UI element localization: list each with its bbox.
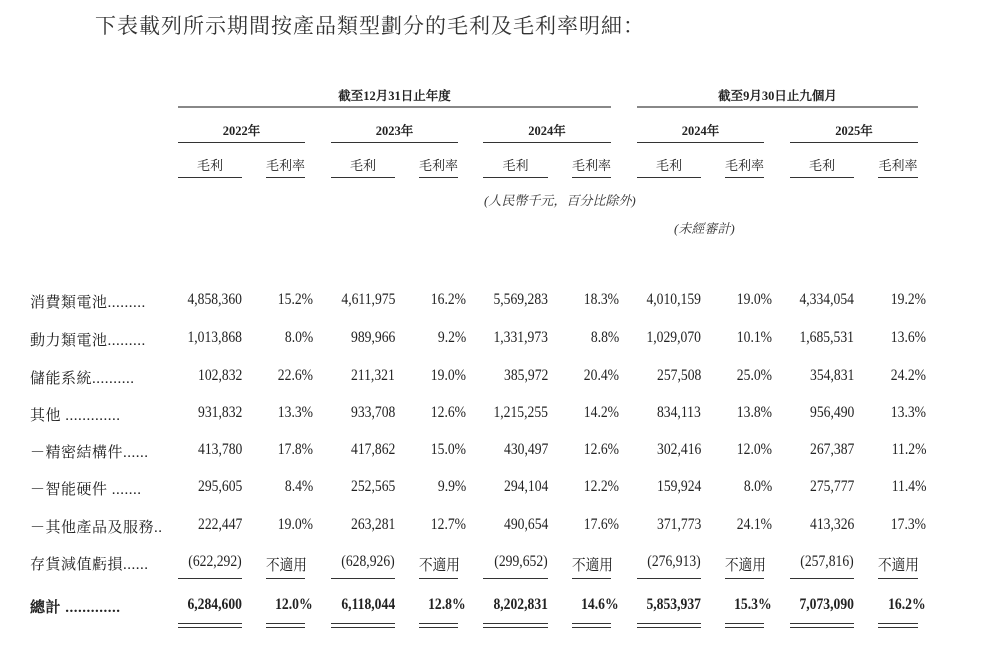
gross-margin-cell: 13.3% [890,404,926,421]
gross-margin-cell: 17.8% [277,441,313,458]
total-gross-profit: 6,284,600 [187,596,242,613]
col-header-gross-profit: 毛利 [196,158,223,173]
gross-profit-cell: (276,913) [647,553,701,570]
gross-profit-cell: 252,565 [350,478,395,495]
gross-margin-cell: 不適用 [572,557,613,574]
total-double-rule [483,623,548,628]
col-header-rule [878,177,918,178]
gross-profit-cell: 102,832 [197,367,242,384]
total-gross-profit: 6,118,044 [341,596,395,613]
gross-profit-cell: 267,387 [809,441,854,458]
period-2022-rule [178,142,305,143]
gross-margin-cell: 24.2% [890,367,926,384]
row-label: －精密結構件...... [30,445,149,461]
total-gross-margin: 12.0% [275,596,313,613]
gross-profit-cell: 302,416 [656,441,701,458]
gross-margin-cell: 17.6% [583,516,619,533]
gross-profit-cell: 4,858,360 [187,291,242,308]
period-2024: 2024年 [528,124,566,138]
total-double-rule [266,623,305,628]
gross-profit-cell: 1,013,868 [187,329,242,346]
col-header-gross-margin: 毛利率 [266,158,306,173]
gross-profit-cell: 159,924 [656,478,701,495]
intro-sentence: 下表載列所示期間按產品類型劃分的毛利及毛利率明細： [95,14,645,38]
gross-margin-cell: 19.0% [277,516,313,533]
gross-margin-cell: 13.6% [890,329,926,346]
gross-profit-cell: 4,611,975 [340,291,395,308]
subtotal-rule [483,578,548,579]
gross-margin-cell: 12.0% [736,441,772,458]
gross-margin-cell: 8.0% [284,329,313,346]
row-label: 儲能系統.......... [30,371,135,387]
subtotal-rule [878,578,918,579]
gross-profit-cell: 263,281 [350,516,395,533]
period-2024-9m: 2024年 [681,124,720,138]
gross-margin-cell: 14.2% [583,404,619,421]
gross-margin-cell: 24.1% [736,516,772,533]
gross-profit-cell: 1,331,973 [493,329,548,346]
group-header-fiscal-year-rule [178,106,611,108]
gross-profit-cell: (628,926) [341,553,395,570]
gross-profit-cell: 275,777 [809,478,854,495]
total-gross-profit: 5,853,937 [646,596,701,613]
subtotal-rule [419,578,458,579]
gross-profit-cell: 417,862 [350,441,395,458]
gross-profit-cell: 834,113 [657,404,701,421]
col-header-rule [331,177,395,178]
gross-margin-cell: 11.4% [891,478,926,495]
col-header-rule [266,177,305,178]
gross-margin-cell: 8.4% [284,478,313,495]
col-header-gross-margin: 毛利率 [572,158,612,173]
group-header-nine-months-rule [637,106,918,108]
unaudited-note: (未經審計) [674,221,735,236]
gross-profit-cell: 413,326 [809,516,854,533]
gross-profit-cell: 1,215,255 [493,404,548,421]
gross-profit-cell: 1,029,070 [646,329,701,346]
gross-margin-cell: 12.2% [583,478,619,495]
subtotal-rule [637,578,701,579]
row-label: －其他產品及服務.. [30,520,163,536]
col-header-gross-profit: 毛利 [808,158,835,173]
gross-profit-cell: 4,334,054 [799,291,854,308]
gross-profit-cell: 294,104 [503,478,548,495]
subtotal-rule [331,578,395,579]
gross-margin-cell: 10.1% [736,329,772,346]
row-label: 消費類電池......... [30,295,146,311]
gross-profit-cell: 430,497 [503,441,548,458]
row-label: 存貨減值虧損...... [30,557,149,573]
gross-margin-cell: 不適用 [419,557,460,574]
col-header-gross-profit: 毛利 [349,158,376,173]
gross-profit-cell: 933,708 [350,404,395,421]
gross-margin-cell: 11.2% [891,441,926,458]
gross-margin-cell: 18.3% [583,291,619,308]
col-header-gross-margin: 毛利率 [878,158,918,173]
subtotal-rule [178,578,242,579]
gross-profit-cell: 956,490 [809,404,854,421]
gross-margin-cell: 不適用 [878,557,919,574]
gross-profit-cell: 211,321 [351,367,395,384]
subtotal-rule [725,578,764,579]
subtotal-rule [266,578,305,579]
gross-margin-cell: 13.3% [277,404,313,421]
gross-margin-cell: 13.8% [736,404,772,421]
col-header-rule [790,177,854,178]
gross-margin-cell: 9.9% [437,478,466,495]
gross-margin-cell: 17.3% [890,516,926,533]
gross-margin-cell: 19.0% [430,367,466,384]
gross-margin-cell: 20.4% [583,367,619,384]
gross-profit-cell: 257,508 [656,367,701,384]
total-gross-margin: 16.2% [888,596,926,613]
total-double-rule [419,623,458,628]
period-2023: 2023年 [375,124,414,138]
gross-margin-cell: 15.0% [430,441,466,458]
gross-profit-cell: (257,816) [800,553,854,570]
row-label: －智能硬件 ....... [30,482,142,498]
gross-margin-cell: 19.2% [890,291,926,308]
col-header-gross-profit: 毛利 [655,158,682,173]
group-header-fiscal-year: 截至12月31日止年度 [338,89,451,103]
gross-profit-cell: 5,569,283 [493,291,548,308]
col-header-rule [725,177,764,178]
total-double-rule [178,623,242,628]
total-double-rule [725,623,764,628]
gross-profit-cell: 222,447 [197,516,242,533]
gross-margin-cell: 12.7% [430,516,466,533]
gross-margin-cell: 16.2% [430,291,466,308]
period-2022: 2022年 [222,124,261,138]
subtotal-rule [790,578,854,579]
total-gross-profit: 8,202,831 [493,596,548,613]
gross-margin-cell: 12.6% [430,404,466,421]
gross-profit-cell: (622,292) [188,553,242,570]
gross-profit-cell: 4,010,159 [646,291,701,308]
gross-profit-cell: 931,832 [197,404,242,421]
gross-profit-cell: 490,654 [503,516,548,533]
gross-margin-cell: 9.2% [437,329,466,346]
total-gross-margin: 14.6% [581,596,619,613]
total-gross-margin: 12.8% [428,596,466,613]
col-header-rule [483,177,548,178]
total-double-rule [331,623,395,628]
gross-margin-cell: 22.6% [277,367,313,384]
gross-margin-cell: 15.2% [277,291,313,308]
gross-profit-cell: 1,685,531 [799,329,854,346]
gross-profit-cell: (299,652) [494,553,548,570]
period-2024-9m-rule [637,142,764,143]
total-double-rule [637,623,701,628]
gross-margin-cell: 19.0% [736,291,772,308]
row-label: 其他 ............. [30,408,121,424]
period-2025-9m: 2025年 [835,124,873,138]
total-gross-margin: 15.3% [734,596,772,613]
gross-profit-cell: 295,605 [197,478,242,495]
col-header-gross-profit: 毛利 [502,158,529,173]
period-2023-rule [331,142,458,143]
gross-margin-cell: 8.0% [743,478,772,495]
total-double-rule [572,623,611,628]
period-2024-rule [483,142,611,143]
group-header-nine-months: 截至9月30日止九個月 [718,89,837,103]
gross-profit-cell: 989,966 [350,329,395,346]
total-double-rule [878,623,918,628]
gross-margin-cell: 不適用 [266,557,307,574]
col-header-rule [419,177,458,178]
total-label: 總計 ............. [30,600,121,616]
gross-profit-cell: 371,773 [656,516,701,533]
gross-profit-cell: 385,972 [503,367,548,384]
gross-profit-cell: 354,831 [809,367,854,384]
col-header-rule [572,177,611,178]
unit-note: (人民幣千元，百分比除外) [484,193,636,208]
gross-margin-cell: 12.6% [583,441,619,458]
gross-margin-cell: 8.8% [590,329,619,346]
total-double-rule [790,623,854,628]
gross-margin-cell: 25.0% [736,367,772,384]
col-header-rule [178,177,242,178]
total-gross-profit: 7,073,090 [799,596,854,613]
subtotal-rule [572,578,611,579]
col-header-rule [637,177,701,178]
col-header-gross-margin: 毛利率 [725,158,765,173]
period-2025-9m-rule [790,142,918,143]
col-header-gross-margin: 毛利率 [419,158,459,173]
gross-profit-cell: 413,780 [197,441,242,458]
gross-margin-cell: 不適用 [725,557,766,574]
row-label: 動力類電池......... [30,333,146,349]
